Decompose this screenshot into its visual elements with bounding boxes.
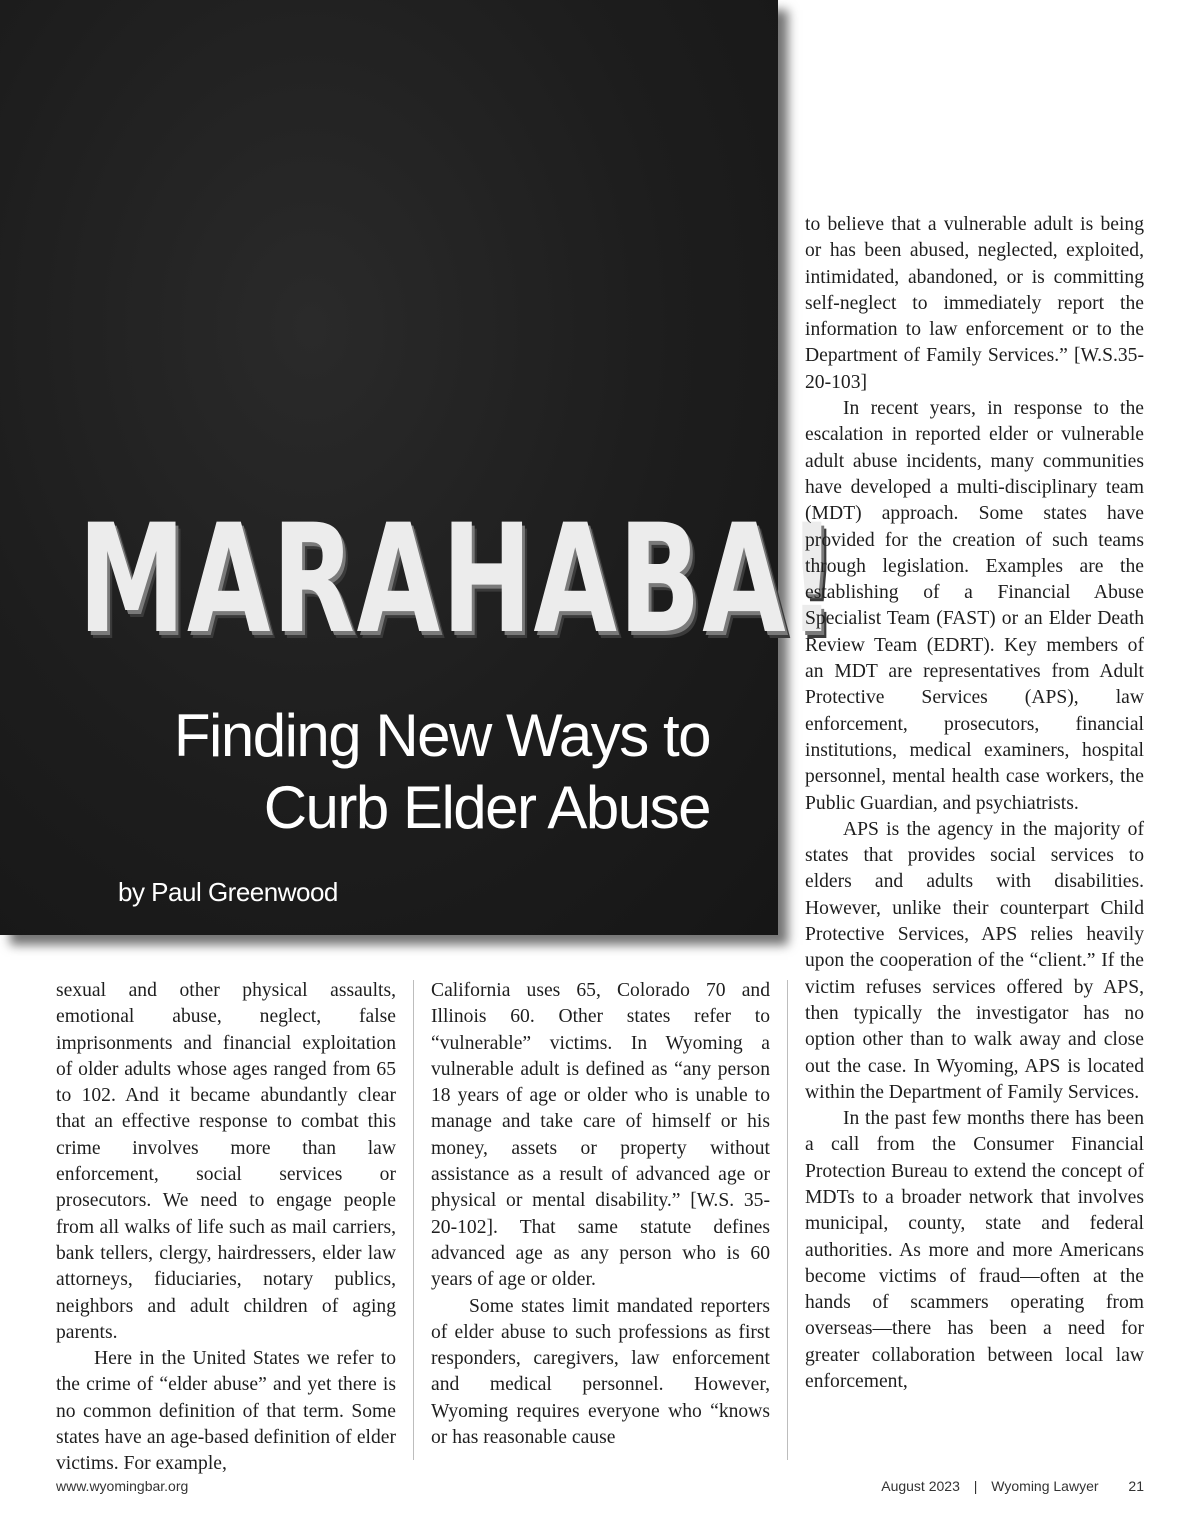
page-number: 21 — [1128, 1478, 1144, 1494]
article-column-1 — [56, 978, 396, 1478]
paragraph: sexual and other physical assaults, emotional abuse, neglect, false imprisonments and financial exploitation of older adults whose ages ranged from 65 to 102. And it became abundantly clear that an effective response to combat this crime involves more than law enforcement, social services or prosecutors. We need to engage people from all walks of life such as mail carriers, bank tellers, clergy, hairdressers, elder law attorneys, fiduciaries, notary publics, neighbors and adult children of aging parents. — [56, 980, 396, 1343]
paragraph: Some states limit mandated reporters of elder abuse to such professions as first responders, caregivers, law enforcement and medical personnel. However, Wyoming requires everyone who “knows or has reasonable cause — [431, 1295, 770, 1449]
paragraph: In the past few months there has been a call from the Consumer Financial Protection Bureau to extend the concept of MDTs to a broader network that involves municipal, county, state and federal authorities. As more and more Americans become victims of fraud—often at the hands of scammers operating from overseas—there has been a need for greater collaboration between local law enforcement, — [805, 1108, 1144, 1393]
hero-title: MARAHABA! — [78, 493, 838, 667]
article-column-3 — [805, 212, 1144, 1395]
footer-issue-date: August 2023 — [881, 1478, 960, 1494]
paragraph: Here in the United States we refer to the crime of “elder abuse” and yet there is no common definition of that term. Some states have an age-based definition of elder victims. For example, — [56, 1348, 396, 1475]
footer-info — [871, 1478, 1144, 1494]
article-column-2 — [431, 978, 770, 1451]
hero-banner — [0, 0, 838, 935]
paragraph: California uses 65, Colorado 70 and Illinois 60. Other states refer to “vulnerable” victims. In Wyoming a vulnerable adult is defined as “any person 18 years of age or older who is unable to manage and take care of himself or his money, assets or property without assistance as a result of advanced age or physical or mental disability.” [W.S. 35-20-102]. That same statute defines advanced age as any person who is 60 years of age or older. — [431, 980, 770, 1291]
article-title-line-1: Finding New Ways to — [173, 702, 710, 769]
article-title — [70, 700, 710, 844]
article-title-line-2: Curb Elder Abuse — [263, 774, 710, 841]
paragraph: In recent years, in response to the escalation in reported elder or vulnerable adult abuse incidents, many communities have developed a multi-disciplinary team (MDT) approach. Some states have provided for the creation of such teams through legislation. Examples are the establishing of a Financial Abuse Specialist Team (FAST) or an Elder Death Review Team (EDRT). Key members of an MDT are representatives from Adult Protective Services (APS), law enforcement, prosecutors, financial institutions, medical examiners, hospital personnel, mental health case workers, the Public Guardian, and psychiatrists. — [805, 398, 1144, 814]
paragraph: APS is the agency in the majority of states that provides social services to elders and adults with disabilities. However, unlike their counterpart Child Protective Services, APS relies heavily upon the cooperation of the “client.” If the victim refuses services offered by APS, then typically the investigator has no option other than to walk away and close out the case. In Wyoming, APS is located within the Department of Family Services. — [805, 818, 1144, 1103]
footer-separator: | — [973, 1478, 978, 1494]
paragraph: to believe that a vulnerable adult is being or has been abused, neglected, exploited, intimidated, abandoned, or is committing self-neglect to immediately report the information to law enforcement or to the Department of Family Services.” [W.S.35-20-103] — [805, 214, 1144, 393]
author-byline: by Paul Greenwood — [118, 877, 338, 907]
footer-publication: Wyoming Lawyer — [991, 1478, 1099, 1494]
footer-website: www.wyomingbar.org — [56, 1478, 189, 1494]
column-divider — [413, 980, 414, 1460]
column-divider — [787, 980, 788, 1460]
